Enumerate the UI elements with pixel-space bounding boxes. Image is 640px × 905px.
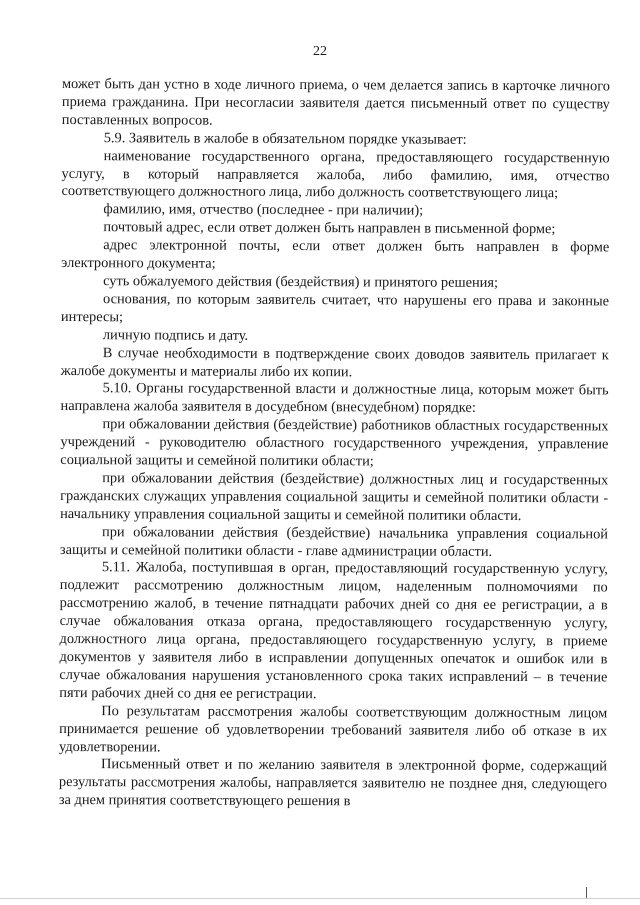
paragraph-signature-date: личную подпись и дату. bbox=[102, 326, 249, 344]
paragraph-decision: По результатам рассмотрения жалобы соответствующим должностным лицом принимается решение об удовлетворении требований заявителя либо об отказе в их удовлетворении. bbox=[59, 702, 608, 755]
paragraph-postal-address: почтовый адрес, если ответ должен быть направлен в письменной форме; bbox=[103, 219, 556, 238]
paragraph-full-name: фамилию, имя, отчество (последнее - при наличии); bbox=[103, 201, 424, 219]
paragraph-appeal-officials: при обжаловании действия (бездействие) должностных лиц и государственных гражданских служащих управления социальной защиты и семейной политики области - начальнику управления социальной защиты и семейной политики области. bbox=[60, 470, 609, 524]
paragraph-grounds: основания, по которым заявитель считает, что нарушены его права и законные интересы; bbox=[60, 291, 610, 326]
footer-rule bbox=[0, 898, 640, 899]
paragraph-appeal-institutions: при обжаловании действия (бездействие) работников областных государственных учреждений - руководителю областного государственного учреждения, управление социальной защиты и семейной политики области; bbox=[60, 416, 609, 470]
document-body bbox=[59, 76, 610, 813]
paragraph-oral-answer: может быть дан устно в ходе личного приема, о чем делается запись в карточке личного приема гражданина. При несогласии заявителя дается письменный ответ по существу поставленных вопросов. bbox=[61, 76, 610, 129]
paragraph-5-9-heading: 5.9. Заявитель в жалобе в обязательном порядке указывает: bbox=[103, 129, 467, 148]
paragraph-attachments: В случае необходимости в подтверждение своих доводов заявитель прилагает к жалобе документы и материалы либо их копии. bbox=[60, 344, 609, 380]
paragraph-essence: суть обжалуемого действия (бездействия) и принятого решения; bbox=[103, 273, 499, 291]
paragraph-authority-name: наименование государственного органа, предоставляющего государственную услугу, в который направляется жалоба, либо фамилию, имя, отчество соответствующего должностного лица, либо должность соответствующего лица; bbox=[61, 147, 610, 202]
paragraph-email-address: адрес электронной почты, если ответ должен быть направлен в форме электронного документа; bbox=[61, 237, 610, 272]
paragraph-5-10-heading: 5.10. Органы государственной власти и должностные лица, которым может быть направлена жалоба заявителя в досудебном (внесудебном) порядке: bbox=[60, 380, 609, 417]
paragraph-5-11-review: 5.11. Жалоба, поступившая в орган, предоставляющий государственную услугу, подлежит рассмотрению должностным лицом, наделенным полномочиями по рассмотрению жалоб, в течение пятнадцати рабочих дней со дня ее регистрации, а в случае обжалования отказа органа, предоставляющего государственную услугу, должностного лица органа, предоставляющего государственную услугу, в приеме документов у заявителя либо в исправлении допущенных опечаток и ошибок или в случае обжалования нарушения установленного срока таких исправлений – в течение пяти рабочих дней со дня ее регистрации. bbox=[59, 559, 608, 702]
paragraph-written-answer: Письменный ответ и по желанию заявителя в электронной форме, содержащий результаты рассмотрения жалобы, направляется заявителю не позднее дня, следующего за днем принятия соответствующего решения в bbox=[58, 756, 608, 810]
page-number: 22 bbox=[313, 44, 327, 59]
paragraph-appeal-head: при обжаловании действия (бездействие) начальника управления социальной защиты и семейной политики области - главе администрации области. bbox=[59, 523, 609, 560]
footer-tick-mark bbox=[586, 887, 587, 898]
